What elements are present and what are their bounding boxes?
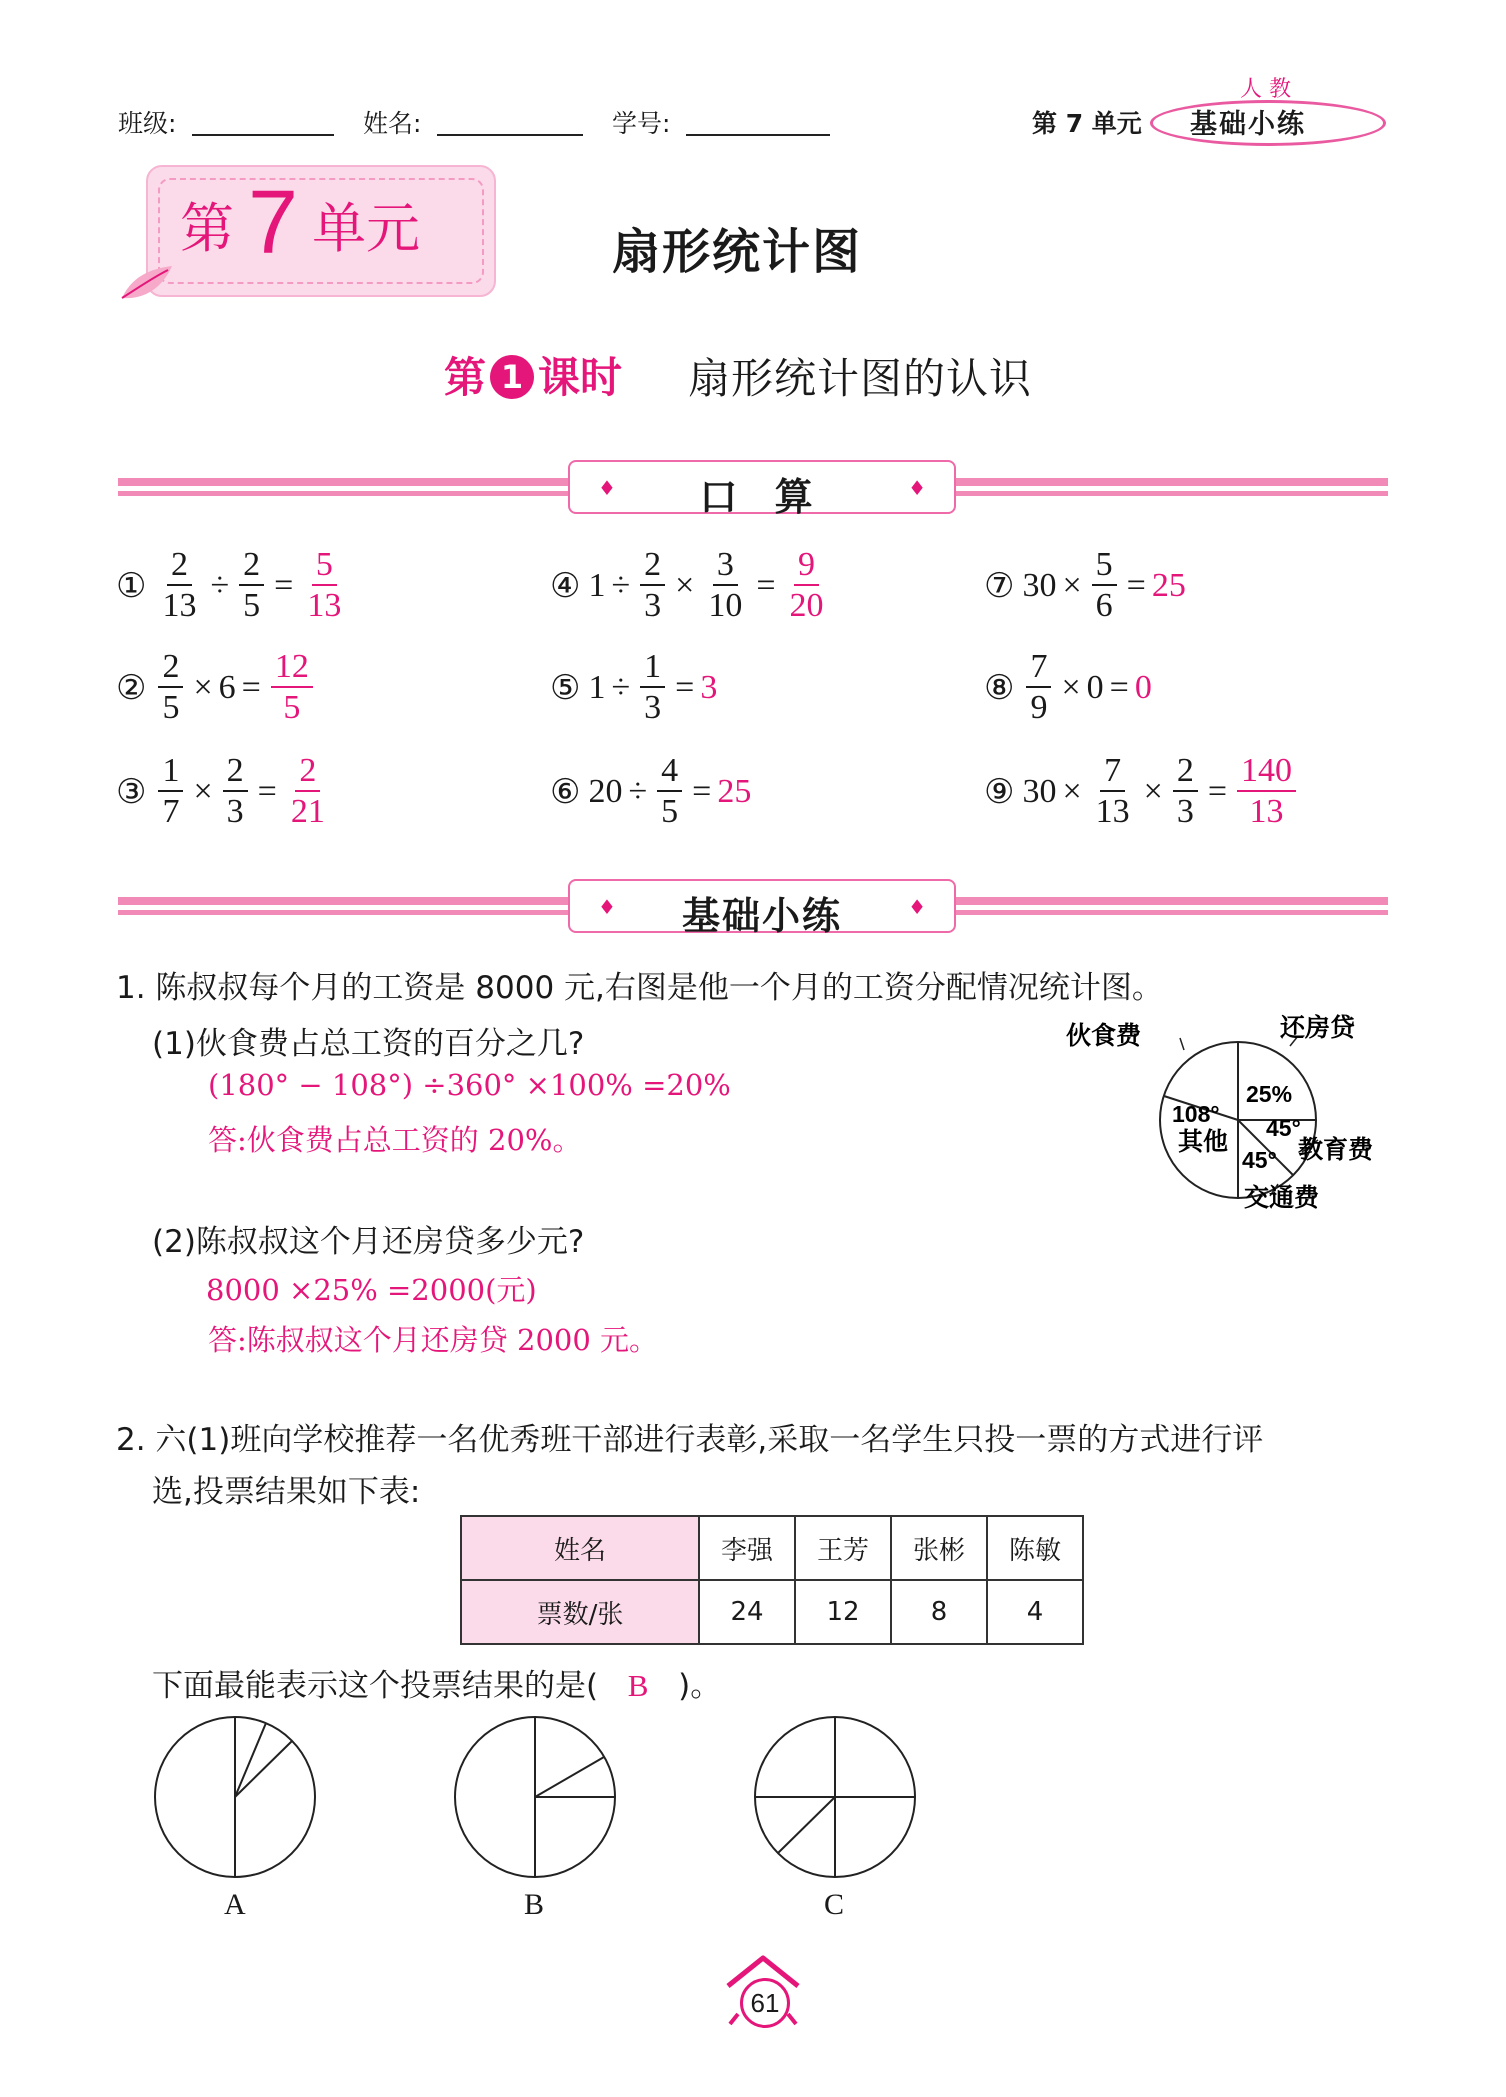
food-leader-line bbox=[1180, 1038, 1184, 1050]
denominator: 13 bbox=[307, 587, 342, 624]
unit-prefix: 第 bbox=[180, 197, 234, 260]
oral-problem-8 bbox=[984, 650, 1152, 725]
denominator: 3 bbox=[226, 793, 244, 830]
operand: 30 bbox=[1022, 566, 1057, 604]
oral-problem-3 bbox=[116, 754, 333, 829]
problem-index: ③ bbox=[116, 773, 147, 811]
fraction bbox=[239, 548, 264, 623]
table-cell: 李强 bbox=[699, 1516, 795, 1580]
leaf-icon bbox=[118, 262, 178, 306]
operator: ÷ bbox=[611, 668, 631, 706]
q1-sub2-answer: 答:陈叔叔这个月还房贷 2000 元。 bbox=[208, 1323, 659, 1357]
name-field[interactable] bbox=[437, 106, 583, 136]
diamond-icon: ♦ bbox=[598, 476, 616, 500]
option-c-label: C bbox=[824, 1888, 845, 1921]
operator: × bbox=[193, 772, 213, 810]
class-label: 班级: bbox=[118, 109, 177, 138]
pie-label-transport: 交通费 bbox=[1244, 1183, 1320, 1212]
denominator: 9 bbox=[1030, 689, 1048, 726]
pie-transport-angle: 45° bbox=[1242, 1147, 1277, 1173]
problem-index: ② bbox=[116, 669, 147, 707]
table-row bbox=[461, 1580, 1083, 1644]
problem-index: ⑨ bbox=[984, 773, 1015, 811]
q2-text-line2: 选,投票结果如下表: bbox=[152, 1474, 421, 1510]
equals: = bbox=[756, 566, 776, 604]
equals: = bbox=[1126, 566, 1146, 604]
q1-sub2: (2)陈叔叔这个月还房贷多少元? bbox=[152, 1224, 585, 1260]
lesson-prefix: 第 bbox=[444, 353, 487, 402]
numerator: 7 bbox=[1026, 650, 1051, 688]
class-field[interactable] bbox=[192, 106, 334, 136]
fraction bbox=[223, 754, 248, 829]
oral-problem-5 bbox=[550, 650, 717, 725]
denominator: 13 bbox=[1249, 793, 1284, 830]
lesson-number: 1 bbox=[490, 355, 534, 399]
equals: = bbox=[241, 668, 261, 706]
q1-sub1-answer: 答:伙食费占总工资的 20%。 bbox=[208, 1123, 582, 1157]
answer: 25 bbox=[717, 772, 752, 810]
brand-title: 基础小练 bbox=[1190, 109, 1306, 140]
equals: = bbox=[257, 772, 277, 810]
numerator: 2 bbox=[1173, 754, 1198, 792]
unit-suffix: 单元 bbox=[312, 197, 421, 260]
option-a-label: A bbox=[224, 1888, 246, 1921]
option-b-label: B bbox=[524, 1888, 545, 1921]
table-header-name: 姓名 bbox=[461, 1516, 699, 1580]
numerator: 2 bbox=[295, 754, 320, 792]
numerator: 5 bbox=[312, 548, 337, 586]
q1-sub1-calc: (180° − 108°) ÷360° ×100% =20% bbox=[208, 1068, 731, 1102]
fraction bbox=[158, 548, 200, 623]
answer: 25 bbox=[1151, 566, 1186, 604]
fraction bbox=[1026, 650, 1051, 725]
fraction bbox=[640, 548, 665, 623]
answer: 3 bbox=[700, 668, 718, 706]
student-no-label: 学号: bbox=[612, 109, 671, 138]
salary-pie-chart bbox=[1060, 1010, 1390, 1220]
denominator: 3 bbox=[644, 689, 662, 726]
table-cell: 8 bbox=[891, 1580, 987, 1644]
problem-index: ① bbox=[116, 567, 147, 605]
operator: × bbox=[1062, 772, 1082, 810]
denominator: 5 bbox=[283, 689, 301, 726]
problem-index: ⑤ bbox=[550, 669, 581, 707]
numerator: 2 bbox=[167, 548, 192, 586]
denominator: 20 bbox=[789, 587, 824, 624]
table-cell: 12 bbox=[795, 1580, 891, 1644]
table-row bbox=[461, 1516, 1083, 1580]
q2-text-line1: 2. 六(1)班向学校推荐一名优秀班干部进行表彰,采取一名学生只投一票的方式进行评 bbox=[116, 1422, 1264, 1458]
numerator: 3 bbox=[713, 548, 738, 586]
table-cell: 24 bbox=[699, 1580, 795, 1644]
diamond-icon: ♦ bbox=[598, 895, 616, 919]
denominator: 3 bbox=[1176, 793, 1194, 830]
denominator: 7 bbox=[162, 793, 180, 830]
section-header-basic bbox=[568, 879, 956, 938]
numerator: 2 bbox=[640, 548, 665, 586]
denominator: 6 bbox=[1095, 587, 1113, 624]
pie-label-other: 其他 bbox=[1178, 1127, 1229, 1156]
numerator: 4 bbox=[657, 754, 682, 792]
table-cell: 4 bbox=[987, 1580, 1083, 1644]
table-cell: 陈敏 bbox=[987, 1516, 1083, 1580]
pie-mortgage-pct: 25% bbox=[1246, 1081, 1293, 1107]
fraction bbox=[158, 650, 183, 725]
brand-publisher: 人 教 bbox=[1240, 77, 1291, 102]
q2-question-prefix: 下面最能表示这个投票结果的是( bbox=[152, 1668, 599, 1704]
oral-problem-9 bbox=[984, 754, 1300, 829]
problem-index: ⑧ bbox=[984, 669, 1015, 707]
pie-label-mortgage: 还房贷 bbox=[1280, 1013, 1356, 1042]
section-header-oral bbox=[568, 460, 956, 519]
fraction bbox=[158, 754, 183, 829]
operator: ÷ bbox=[210, 566, 230, 604]
pie-label-food: 伙食费 bbox=[1066, 1021, 1142, 1050]
equals: = bbox=[675, 668, 695, 706]
fraction bbox=[1092, 548, 1117, 623]
q1-sub1: (1)伙食费占总工资的百分之几? bbox=[152, 1026, 585, 1062]
operand: 30 bbox=[1022, 772, 1057, 810]
fraction bbox=[704, 548, 746, 623]
option-b-pie bbox=[450, 1712, 620, 1882]
denominator: 13 bbox=[1095, 793, 1130, 830]
q2-question bbox=[152, 1660, 721, 1705]
operator: × bbox=[193, 668, 213, 706]
equals: = bbox=[692, 772, 712, 810]
q2-answer-blank[interactable]: B bbox=[627, 1668, 649, 1703]
denominator: 5 bbox=[661, 793, 679, 830]
denominator: 21 bbox=[290, 793, 325, 830]
fraction bbox=[1092, 754, 1134, 829]
lesson-tag bbox=[444, 345, 622, 405]
diamond-icon: ♦ bbox=[908, 895, 926, 919]
answer-fraction bbox=[303, 548, 345, 623]
option-c-pie bbox=[750, 1712, 920, 1882]
numerator: 1 bbox=[640, 650, 665, 688]
equals: = bbox=[1207, 772, 1228, 810]
q1-text: 1. 陈叔叔每个月的工资是 8000 元,右图是他一个月的工资分配情况统计图。 bbox=[116, 970, 1163, 1006]
page-number: 61 bbox=[740, 1978, 790, 2028]
numerator: 2 bbox=[239, 548, 264, 586]
numerator: 140 bbox=[1237, 754, 1296, 792]
oral-problem-6 bbox=[550, 754, 751, 829]
section-title-basic: 基础小练 bbox=[681, 894, 842, 938]
lesson-title: 扇形统计图的认识 bbox=[688, 354, 1033, 403]
oral-problem-1 bbox=[116, 548, 349, 623]
answer: 0 bbox=[1134, 668, 1152, 706]
unit-number: 7 bbox=[248, 173, 299, 273]
oral-problem-7 bbox=[984, 548, 1186, 623]
pie-label-education: 教育费 bbox=[1298, 1135, 1374, 1164]
denominator: 3 bbox=[644, 587, 662, 624]
numerator: 9 bbox=[794, 548, 819, 586]
name-label: 姓名: bbox=[363, 109, 422, 138]
fraction bbox=[640, 650, 665, 725]
table-header-votes: 票数/张 bbox=[461, 1580, 699, 1644]
numerator: 2 bbox=[223, 754, 248, 792]
pie-education-angle: 45° bbox=[1266, 1115, 1301, 1141]
numerator: 5 bbox=[1092, 548, 1117, 586]
oral-problem-2 bbox=[116, 650, 317, 725]
fraction bbox=[657, 754, 682, 829]
table-cell: 王芳 bbox=[795, 1516, 891, 1580]
chapter-title: 扇形统计图 bbox=[612, 224, 863, 280]
operator: × bbox=[1062, 566, 1082, 604]
numerator: 7 bbox=[1100, 754, 1125, 792]
pie-other-angle: 108° bbox=[1172, 1101, 1220, 1127]
answer-fraction bbox=[1237, 754, 1296, 829]
numerator: 1 bbox=[158, 754, 183, 792]
table-cell: 张彬 bbox=[891, 1516, 987, 1580]
problem-index: ④ bbox=[550, 567, 581, 605]
denominator: 13 bbox=[162, 587, 197, 624]
answer-fraction bbox=[287, 754, 329, 829]
oral-problem-4 bbox=[550, 548, 832, 623]
answer-fraction bbox=[786, 548, 828, 623]
option-a-pie bbox=[150, 1712, 320, 1882]
fraction bbox=[1173, 754, 1198, 829]
operator: × bbox=[1143, 772, 1163, 810]
operand: 6 bbox=[218, 668, 236, 706]
numerator: 12 bbox=[271, 650, 313, 688]
q2-question-suffix: )。 bbox=[678, 1668, 722, 1704]
student-no-field[interactable] bbox=[686, 106, 830, 136]
answer-fraction bbox=[271, 650, 313, 725]
denominator: 5 bbox=[162, 689, 180, 726]
numerator: 2 bbox=[158, 650, 183, 688]
operator: × bbox=[1061, 668, 1081, 706]
lesson-suffix: 课时 bbox=[538, 353, 623, 402]
diamond-icon: ♦ bbox=[908, 476, 926, 500]
operator: ÷ bbox=[628, 772, 648, 810]
section-title-oral: 口 算 bbox=[699, 475, 825, 519]
q1-sub2-calc: 8000 ×25% =2000(元) bbox=[206, 1273, 537, 1307]
operator: ÷ bbox=[611, 566, 631, 604]
operand: 1 bbox=[588, 566, 606, 604]
vote-table bbox=[460, 1515, 1084, 1645]
operand: 0 bbox=[1086, 668, 1104, 706]
operand: 1 bbox=[588, 668, 606, 706]
denominator: 10 bbox=[708, 587, 743, 624]
operator: × bbox=[675, 566, 695, 604]
problem-index: ⑥ bbox=[550, 773, 581, 811]
denominator: 5 bbox=[243, 587, 261, 624]
operand: 20 bbox=[588, 772, 623, 810]
problem-index: ⑦ bbox=[984, 567, 1015, 605]
equals: = bbox=[1109, 668, 1129, 706]
equals: = bbox=[274, 566, 294, 604]
unit-heading bbox=[180, 172, 420, 275]
unit-tag: 第 7 单元 bbox=[1032, 109, 1142, 138]
